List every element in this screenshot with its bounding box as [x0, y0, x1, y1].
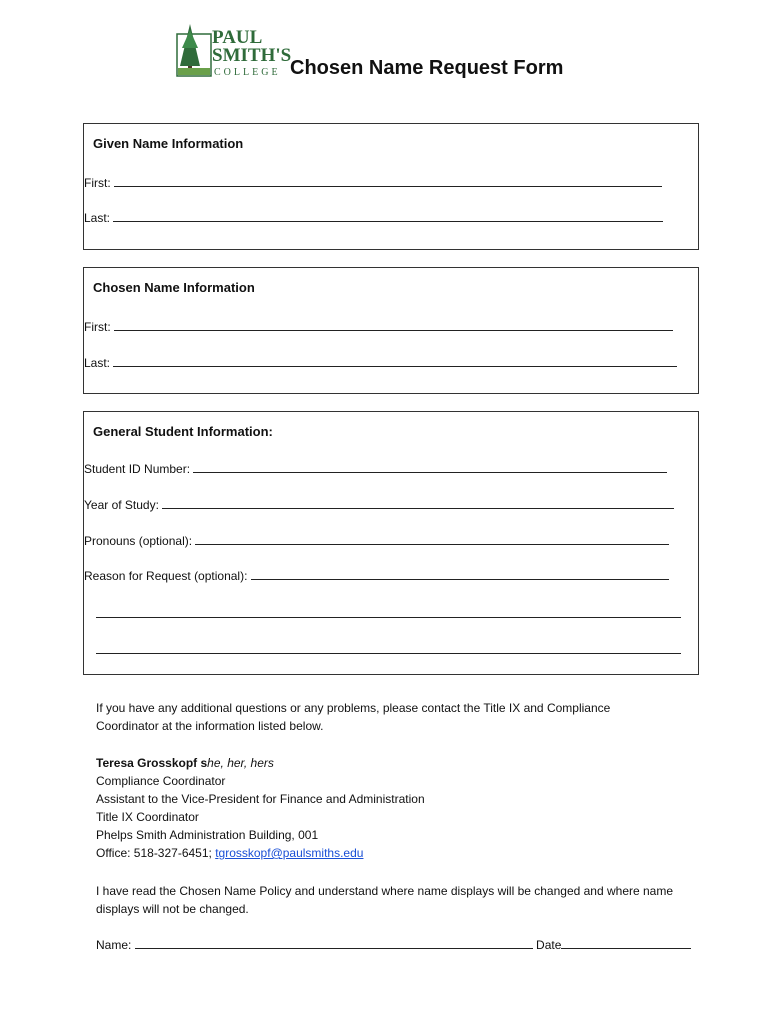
signature-row [96, 936, 706, 954]
chosen-first-field[interactable] [84, 319, 673, 334]
year-of-study-label: Year of Study: [84, 498, 159, 512]
given-last-label: Last: [84, 211, 111, 225]
student-id-line[interactable] [193, 461, 667, 473]
chosen-name-section [83, 267, 699, 394]
contact-office-phone: Office: 518-327-6451; [96, 846, 216, 860]
given-first-line[interactable] [114, 175, 662, 187]
given-name-section [83, 123, 699, 250]
date-label: Date [536, 938, 562, 952]
contact-name: Teresa Grosskopf s [96, 756, 208, 770]
chosen-name-heading: Chosen Name Information [93, 280, 255, 295]
chosen-last-label: Last: [84, 356, 111, 370]
reason-label: Reason for Request (optional): [84, 569, 248, 583]
college-logo [176, 22, 292, 80]
page-title: Chosen Name Request Form [290, 57, 564, 79]
year-of-study-field[interactable] [84, 497, 674, 512]
pine-tree-icon [176, 22, 212, 78]
reason-line[interactable] [251, 568, 669, 580]
name-label: Name: [96, 938, 132, 952]
contact-title-3: Title IX Coordinator [96, 810, 199, 824]
chosen-first-label: First: [84, 320, 111, 334]
chosen-last-field[interactable] [84, 355, 677, 370]
reason-extra-line-1[interactable] [96, 617, 681, 618]
contact-pronouns: he, her, hers [207, 756, 274, 770]
contact-block [96, 754, 696, 862]
year-of-study-line[interactable] [162, 497, 674, 509]
contact-office-row [96, 844, 696, 862]
student-id-field[interactable] [84, 461, 667, 476]
chosen-first-line[interactable] [114, 319, 673, 331]
reason-field[interactable] [84, 568, 669, 583]
given-last-line[interactable] [113, 210, 663, 222]
given-first-field[interactable] [84, 175, 662, 190]
date-line[interactable] [561, 937, 691, 949]
contact-email-link[interactable]: tgrosskopf@paulsmiths.edu [215, 846, 364, 860]
reason-extra-line-2[interactable] [96, 653, 681, 654]
contact-building: Phelps Smith Administration Building, 001 [96, 828, 319, 842]
contact-title-1: Compliance Coordinator [96, 774, 226, 788]
given-first-label: First: [84, 176, 111, 190]
name-line[interactable] [135, 937, 533, 949]
contact-title-2: Assistant to the Vice-President for Finance and Administration [96, 792, 425, 806]
general-info-heading: General Student Information: [93, 424, 273, 439]
acknowledgement-text: I have read the Chosen Name Policy and understand where name displays will be changed and where name displays will not be changed. [96, 884, 674, 916]
logo-text-college: COLLEGE [214, 67, 281, 78]
logo-text-smiths: SMITH'S [212, 45, 292, 66]
contact-name-row [96, 754, 696, 772]
logo-text-paul: PAUL [212, 27, 263, 48]
pronouns-field[interactable] [84, 533, 669, 548]
student-id-label: Student ID Number: [84, 462, 191, 476]
pronouns-label: Pronouns (optional): [84, 534, 193, 548]
given-name-heading: Given Name Information [93, 136, 244, 151]
chosen-last-line[interactable] [113, 355, 677, 367]
given-last-field[interactable] [84, 210, 663, 225]
pronouns-line[interactable] [195, 533, 669, 545]
general-info-section [83, 411, 699, 675]
contact-intro: If you have any additional questions or any problems, please contact the Title IX and Compliance Coordinator at the information listed below. [96, 701, 611, 733]
